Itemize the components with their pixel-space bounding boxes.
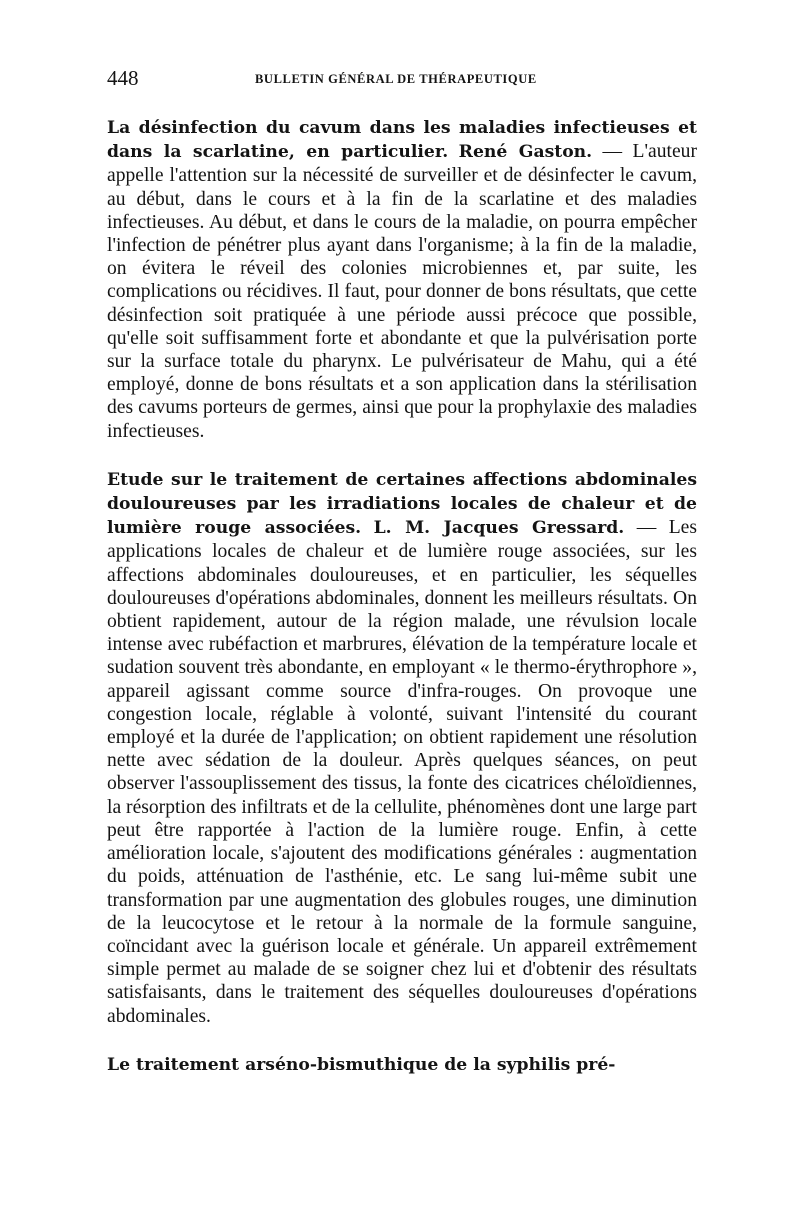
article-body: Les applications locales de chaleur et de lumière rouge associées, sur les affections abdominales douloureuses, et en particulier, les séquelles douloureuses d'opérations abdominales, donnent les meilleurs résultats. On obtient rapidement, autour de la région malade, une révulsion locale intense avec rubéfaction et marbrures, élévation de la température locale et sudation souvent très abondante, en employant « le thermo-érythrophore », appareil agissant comme source d'infra-rouges. On provoque une congestion locale, réglable à volonté, suivant l'intensité du courant employé et la durée de l'application; on obtient rapidement une résolution nette avec sédation de la douleur. Après quelques séances, on peut observer l'assouplissement des tissus, la fonte des cicatrices chéloïdiennes, la résorption des infiltrats et de la cellulite, phénomènes dont une large part peut être rapportée à l'action de la lumière rouge. Enfin, à cette amélioration locale, s'ajoutent des modifications générales : augmentation du poids, atténuation de l'asthénie, etc. Le sang lui-même subit une transformation par une augmentation des globules rouges, une diminution de la leucocytose et le retour à la normale de la formule sanguine, coïncidant avec la guérison locale et générale. Un appareil extrêmement simple permet au malade de se soigner chez lui et d'obtenir des résultats satisfaisants, dans le traitement des séquelles douloureuses d'opérations abdominales.: [107, 517, 698, 1027]
article-syphilis-treatment: [107, 1053, 697, 1077]
article-title: Etude sur le traitement de certaines affections abdominales douloureuses par les irradiations locales de chaleur et de lumière rouge associées.: [107, 469, 697, 539]
article-author: René Gaston.: [458, 142, 593, 163]
book-page: [107, 62, 697, 1097]
article-cavum-disinfection: [107, 116, 697, 443]
article-red-light-therapy: [107, 468, 697, 1028]
article-title: Le traitement arséno-bismuthique de la syphilis pré-: [107, 1054, 616, 1075]
article-separator: —: [624, 517, 669, 539]
page-number: 448: [107, 66, 139, 90]
article-title: La désinfection du cavum dans les maladies infectieuses et dans la scarlatine, en particulier.: [107, 118, 697, 163]
journal-title: BULLETIN GÉNÉRAL DE THÉRAPEUTIQUE: [255, 72, 537, 86]
article-author: L. M. Jacques Gressard.: [373, 518, 625, 539]
article-body: L'auteur appelle l'attention sur la nécessité de surveiller et de désinfecter le cavum, au début, dans le cours et à la fin de la scarlatine et des maladies infectieuses. Au début, et dans le cours de la maladie, on pourra empêcher l'infection de pénétrer plus ayant dans l'organisme; à la fin de la maladie, on évitera le réveil des colonies microbiennes et, par suite, les complications ou récidives. Il faut, pour donner de bons résultats, que cette désinfection soit pratiquée à une période aussi précoce que possible, qu'elle soit suffisamment forte et abondante et que la pulvérisation porte sur la surface totale du pharynx. Le pulvérisateur de Mahu, qui a été employé, donne de bons résultats et a son application dans la stérilisation des cavums porteurs de germes, ainsi que pour la prophylaxie des maladies infectieuses.: [107, 141, 697, 442]
article-separator: —: [592, 141, 633, 163]
running-head: [107, 62, 697, 96]
